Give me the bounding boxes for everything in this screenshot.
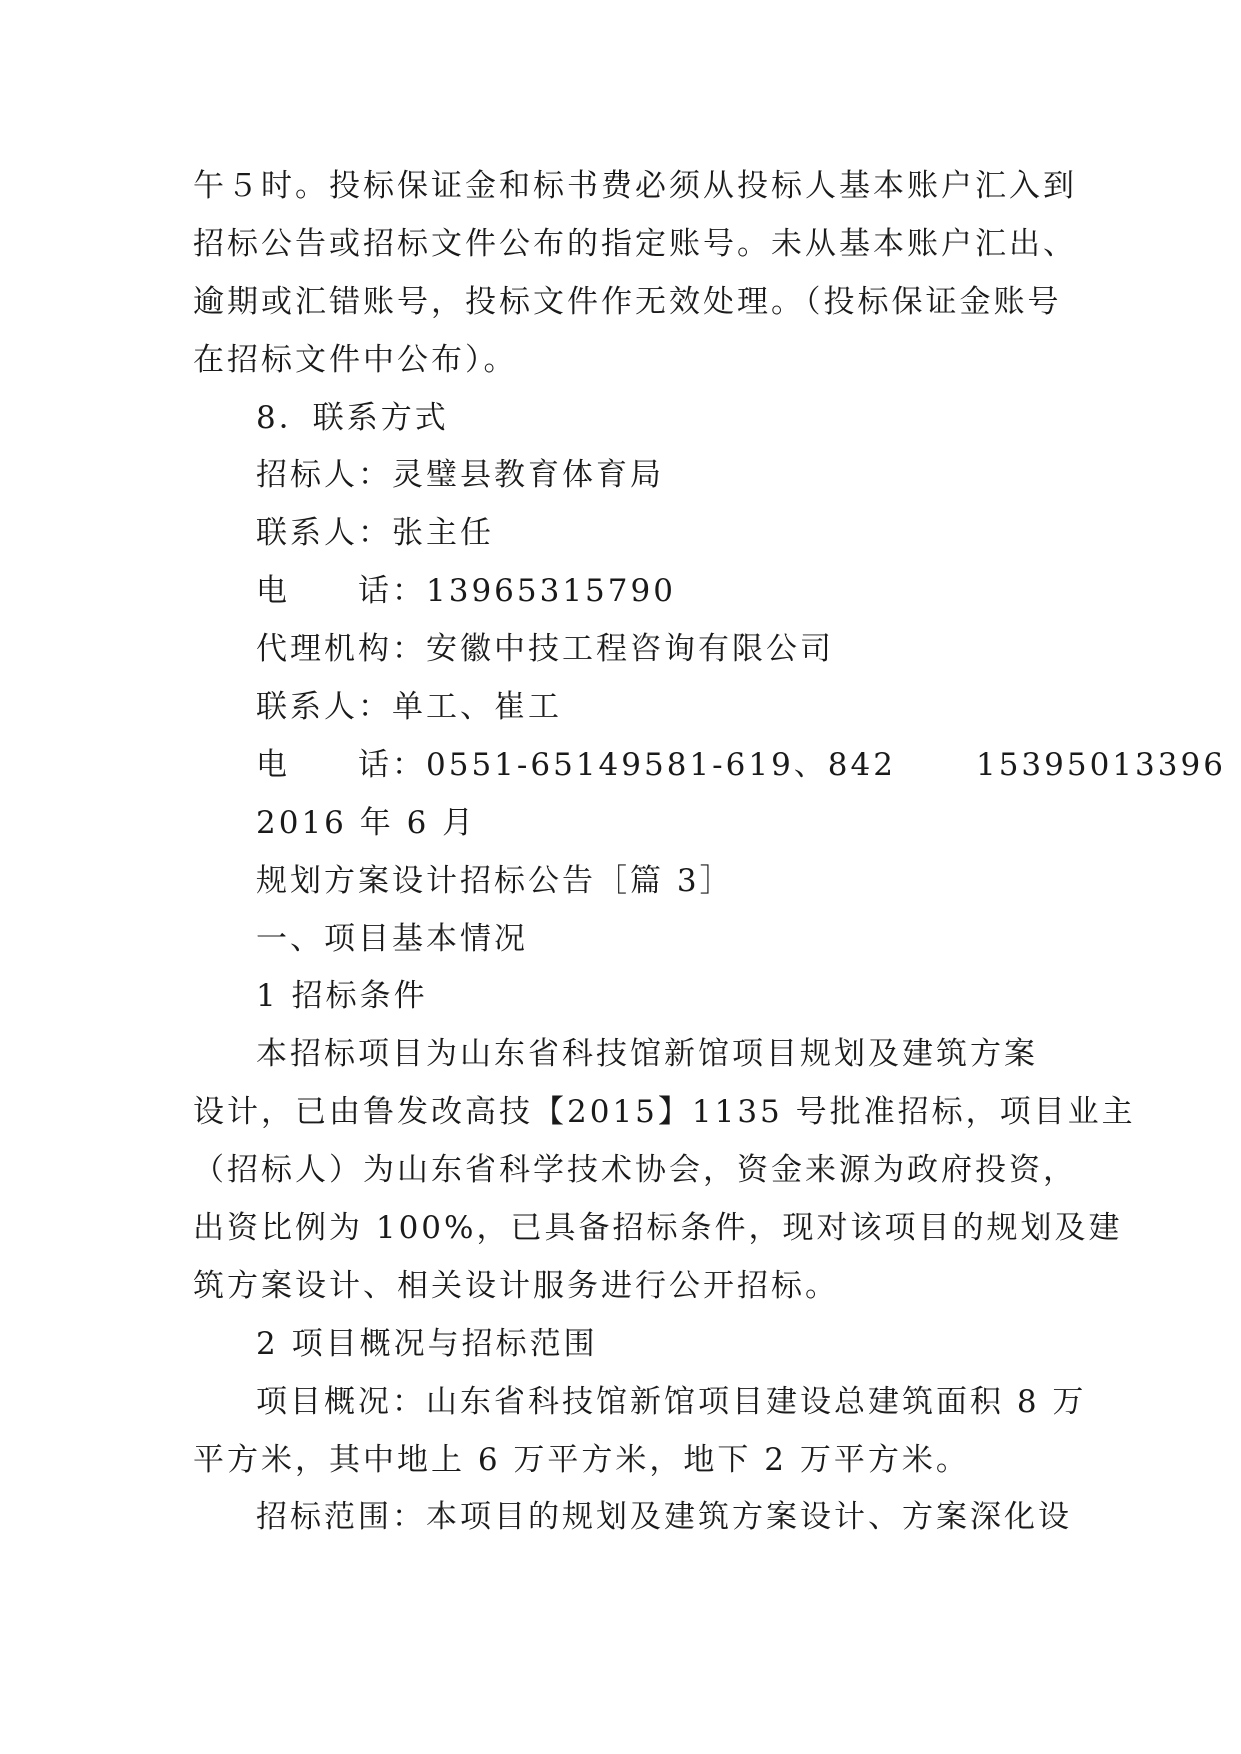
agency-mobile-number: 15395013396 [975,746,1226,783]
body-line: 筑方案设计、相关设计服务进行公开招标。 [193,1267,839,1304]
agency-contact-line: 联系人：单工、崔工 [256,689,562,726]
section-heading-project-info: 一、项目基本情况 [256,920,528,957]
body-line: 在招标文件中公布）。 [193,341,518,378]
body-line: 招标公告或招标文件公布的指定账号。未从基本账户汇出、 [193,225,1077,262]
date-line: 2016 年 6 月 [256,804,477,841]
subheading-tender-conditions: 1 招标条件 [256,978,428,1015]
document-body [193,158,1226,1547]
agency-phone-line [193,737,1226,795]
contact-person-line: 联系人：张主任 [256,515,494,552]
subheading-project-overview: 2 项目概况与招标范围 [256,1325,598,1362]
body-line: 本招标项目为山东省科技馆新馆项目规划及建筑方案 [256,1036,1038,1073]
body-line: 出资比例为 100%，已具备招标条件，现对该项目的规划及建 [193,1210,1123,1247]
body-line: 项目概况：山东省科技馆新馆项目建设总建筑面积 8 万 [256,1383,1087,1420]
body-line: 逾期或汇错账号，投标文件作无效处理。（投标保证金账号 [193,283,1062,320]
body-line: （招标人）为山东省科学技术协会，资金来源为政府投资， [193,1152,1077,1189]
body-line: 午５时。投标保证金和标书费必须从投标人基本账户汇入到 [193,168,1077,204]
article-title: 规划方案设计招标公告［篇 3］ [256,862,734,899]
section-heading-contact: 8．联系方式 [256,399,449,436]
body-line: 设计，已由鲁发改高技【2015】1135 号批准招标，项目业主 [193,1094,1136,1131]
body-line: 招标范围：本项目的规划及建筑方案设计、方案深化设 [256,1499,1072,1536]
body-line: 平方米，其中地上 6 万平方米，地下 2 万平方米。 [193,1441,970,1478]
tenderer-line: 招标人：灵璧县教育体育局 [256,457,664,494]
phone-line: 电 话：13965315790 [256,573,676,610]
agency-phone-numbers: 电 话：0551-65149581-619、842 [256,746,896,783]
agency-line: 代理机构：安徽中技工程咨询有限公司 [256,631,834,668]
